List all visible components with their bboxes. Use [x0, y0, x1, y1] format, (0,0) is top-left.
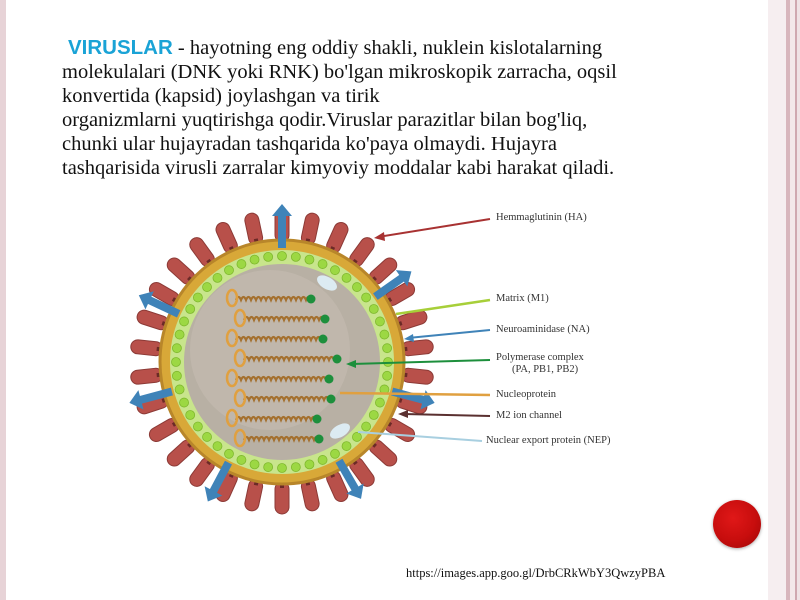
rna-segment: [235, 390, 336, 406]
envelope-inner-band: [170, 250, 394, 474]
nucleoprotein-loop: [235, 310, 245, 326]
ha-spike: [381, 415, 417, 444]
ha-spike-body: [244, 212, 264, 246]
red-circle-button[interactable]: [713, 500, 761, 548]
ha-spike-body: [164, 255, 197, 287]
matrix-protein-dot: [264, 252, 273, 261]
m2-channel-stalk: [336, 459, 361, 494]
matrix-protein-dot: [193, 293, 202, 302]
matrix-protein-dot: [237, 260, 246, 269]
ha-spike-body: [382, 280, 417, 308]
matrix-protein-dot: [291, 463, 300, 472]
ha-spike-body: [244, 478, 264, 512]
matrix-protein-dot: [213, 442, 222, 451]
na-protein-head: [272, 204, 292, 216]
na-protein: [272, 204, 292, 248]
ha-spike-body: [164, 437, 197, 469]
na-protein: [390, 382, 438, 413]
matrix-protein-dot: [175, 385, 184, 394]
label-polymerase-subunits: (PA, PB1, PB2): [512, 364, 579, 375]
ha-spike: [300, 476, 321, 512]
source-url: https://images.app.goo.gl/DrbCRkWbY3QwzyPBA: [406, 566, 666, 580]
label-leader-lines: [340, 219, 490, 441]
ha-spike-stem: [350, 456, 358, 465]
label-matrix: Matrix (M1): [496, 293, 549, 304]
nucleoprotein-loop: [227, 330, 237, 346]
na-protein-head: [420, 390, 437, 412]
na-protein-head: [135, 286, 154, 309]
ha-spike-body: [275, 210, 289, 242]
surface-proteins: [127, 204, 437, 506]
matrix-protein-dot: [172, 371, 181, 380]
ha-spike-body: [366, 437, 399, 469]
rna-coil: [236, 417, 316, 420]
matrix-protein-dot: [318, 260, 327, 269]
matrix-protein-dot: [186, 411, 195, 420]
nep-oval: [327, 420, 352, 441]
matrix-protein-dot: [186, 305, 195, 314]
matrix-protein-dot: [278, 464, 287, 473]
definition-paragraph: [62, 36, 712, 180]
ha-spike: [365, 255, 400, 288]
ha-spike: [135, 392, 172, 416]
ha-spike-body: [394, 392, 429, 415]
paragraph-line-2: molekulalari (DNK yoki RNK) bo'lgan mikroskopik zarracha, oqsil: [62, 61, 617, 83]
rna-segment: [235, 310, 330, 326]
matrix-protein-dot: [375, 398, 384, 407]
matrix-protein-dot: [362, 422, 371, 431]
label-neuraminidase: Neuroaminidase (NA): [496, 324, 590, 335]
leader-na: [408, 330, 490, 338]
ha-spike-stem: [394, 397, 403, 403]
ha-spike-stem: [305, 477, 311, 486]
na-protein-head: [396, 263, 417, 286]
rna-segment: [227, 410, 322, 426]
nucleoprotein-loop: [235, 430, 245, 446]
paragraph-line-6: tashqarisida virusli zarralar kimyoviy moddalar kabi harakat qiladi.: [62, 157, 615, 179]
ha-spike: [135, 308, 172, 332]
ha-spike: [130, 367, 165, 384]
ha-spike-stem: [162, 397, 171, 403]
matrix-protein-dot: [352, 432, 361, 441]
label-nep: Nuclear export protein (NEP): [486, 435, 611, 446]
rna-segment: [235, 350, 342, 366]
rna-coil: [244, 317, 324, 320]
ha-spike: [147, 415, 183, 444]
paragraph-line-1: [62, 36, 712, 60]
paragraph-line-5: chunki ular hujayradan tashqarida ko'paya olmaydi. Hujayra: [62, 133, 557, 155]
ha-spike: [346, 453, 377, 489]
ha-spike-stem: [187, 439, 196, 447]
rna-segment: [235, 430, 324, 446]
matrix-protein-dot: [318, 455, 327, 464]
paragraph-line-3: konvertida (kapsid) joylashgan va tirik: [62, 85, 380, 107]
na-protein: [370, 263, 418, 305]
matrix-protein-dot: [213, 273, 222, 282]
matrix-protein-dot: [380, 330, 389, 339]
ha-spike-stem: [368, 276, 377, 284]
polymerase-dot: [327, 395, 336, 404]
ha-spike-body: [135, 308, 170, 331]
ha-spike: [244, 212, 265, 248]
arrowhead-polymerase: [346, 360, 356, 368]
ha-spike-stem: [383, 419, 392, 426]
na-protein-head: [127, 390, 144, 412]
matrix-protein-dot: [331, 449, 340, 458]
ha-spike: [399, 367, 434, 384]
polymerase-dot: [321, 315, 330, 324]
matrix-protein-dot: [175, 330, 184, 339]
ha-spike-stem: [187, 276, 196, 284]
ha-spike-stem: [162, 321, 171, 327]
rna-coil: [236, 337, 321, 340]
ha-spike-stem: [383, 297, 392, 304]
matrix-protein-dot: [250, 255, 259, 264]
ha-spike: [244, 476, 265, 512]
ha-spike-stem: [328, 246, 335, 255]
ha-spike: [187, 453, 218, 489]
rna-coil: [244, 437, 319, 440]
na-protein-stalk: [391, 388, 428, 405]
matrix-protein-dot: [342, 273, 351, 282]
ha-spike-body: [147, 280, 182, 308]
ha-spike: [365, 436, 400, 469]
matrix-protein-dot: [369, 305, 378, 314]
matrix-protein-dot: [305, 255, 314, 264]
lipid-envelope: [160, 240, 404, 484]
ha-spike-body: [324, 220, 350, 255]
rna-coil: [236, 297, 311, 300]
term-viruslar: VIRUSLAR: [68, 36, 173, 59]
ha-spike: [392, 392, 429, 416]
ha-spike-body: [366, 255, 399, 287]
matrix-protein-dot: [375, 317, 384, 326]
na-protein-stalk: [208, 461, 232, 497]
ha-spike-body: [324, 469, 350, 504]
ha-spike-stem: [394, 321, 403, 327]
ha-spike-stem: [305, 238, 311, 247]
polymerase-dot: [325, 375, 334, 384]
leader-m1: [396, 300, 490, 314]
matrix-protein-dot: [180, 317, 189, 326]
m2-channel-head: [346, 483, 369, 503]
rna-segment: [227, 290, 316, 306]
leader-nep: [358, 432, 482, 441]
virus-core: [184, 264, 380, 460]
na-protein-stalk: [278, 212, 286, 248]
nep-oval: [314, 272, 339, 293]
na-protein-head: [199, 486, 222, 506]
ha-spike-body: [275, 482, 289, 514]
ha-spike-stem: [254, 238, 260, 247]
ha-spike-body: [135, 392, 170, 415]
matrix-protein-dot: [331, 266, 340, 275]
leader-ha: [378, 219, 490, 237]
ha-spike: [300, 212, 321, 248]
matrix-protein-dot: [383, 371, 392, 380]
ha-spike-body: [347, 235, 377, 269]
ha-spike-stem: [172, 297, 181, 304]
ha-spike-body: [130, 368, 163, 385]
rna-coil: [236, 377, 326, 380]
ha-spike-stem: [206, 456, 214, 465]
na-protein: [199, 458, 237, 506]
ha-spike-body: [347, 455, 377, 489]
ha-spike-body: [300, 212, 320, 246]
ha-spike-stem: [254, 477, 260, 486]
ha-spike-body: [214, 469, 240, 504]
nucleoprotein-loop: [227, 290, 237, 306]
spike-ring: [130, 210, 434, 514]
nucleoprotein-loop: [227, 410, 237, 426]
ha-spike: [214, 467, 241, 504]
matrix-protein-dot: [369, 411, 378, 420]
ha-spike: [187, 235, 218, 271]
ha-spike: [399, 339, 434, 356]
ha-spike-stem: [328, 469, 335, 478]
rna-coil: [244, 397, 329, 400]
ha-spike-body: [300, 478, 320, 512]
ha-spike: [214, 220, 241, 257]
matrix-protein-dot: [278, 252, 287, 261]
label-nucleoprotein: Nucleoprotein: [496, 389, 557, 400]
ha-spike: [164, 436, 199, 469]
ha-spike-body: [401, 339, 434, 356]
left-border: [0, 0, 6, 600]
polymerase-dot: [319, 335, 328, 344]
na-protein-stalk: [144, 295, 180, 317]
matrix-protein-dot: [172, 358, 181, 367]
ha-spike-body: [401, 368, 434, 385]
nucleoprotein-loop: [235, 390, 245, 406]
ha-spike: [164, 255, 199, 288]
matrix-protein-dot: [225, 449, 234, 458]
matrix-protein-dot: [305, 460, 314, 469]
ha-spike-stem: [280, 480, 284, 488]
polymerase-dot: [313, 415, 322, 424]
label-m2-channel: M2 ion channel: [496, 410, 562, 421]
ha-spike: [130, 339, 165, 356]
matrix-protein-dot: [180, 398, 189, 407]
ha-spike-stem: [229, 246, 236, 255]
matrix-protein-dot: [193, 422, 202, 431]
ha-spike-body: [394, 308, 429, 331]
arrowhead-ha: [374, 232, 385, 241]
ha-spike-stem: [156, 347, 164, 352]
ha-spike-stem: [368, 439, 377, 447]
matrix-protein-dot: [172, 344, 181, 353]
ha-spike-body: [214, 220, 240, 255]
matrix-protein-dot: [264, 463, 273, 472]
rna-segment: [227, 370, 334, 386]
ha-spike-body: [382, 416, 417, 444]
leader-nucleoprotein: [340, 393, 490, 395]
matrix-protein-dot: [203, 283, 212, 292]
na-protein-stalk: [373, 273, 407, 300]
rna-segment: [227, 330, 328, 346]
ha-spike-stem: [156, 372, 164, 377]
matrix-protein-dot: [352, 283, 361, 292]
right-border: [768, 0, 800, 600]
ha-spike-stem: [229, 469, 236, 478]
virus-core-shade: [190, 270, 350, 430]
ha-spike: [275, 210, 289, 244]
matrix-protein-dot: [383, 344, 392, 353]
ha-spike: [147, 280, 183, 309]
ha-spike-body: [130, 339, 163, 356]
rna-coil: [244, 357, 334, 360]
matrix-protein-dot: [291, 252, 300, 261]
nucleoprotein-loop: [227, 370, 237, 386]
leader-m2: [404, 414, 490, 416]
ha-spike: [275, 480, 289, 514]
ha-spike: [346, 235, 377, 271]
matrix-protein-dot: [225, 266, 234, 275]
matrix-protein-dot: [380, 385, 389, 394]
matrix-protein-dot: [250, 460, 259, 469]
nep-ovals: [314, 272, 352, 441]
matrix-protein-dot: [362, 293, 371, 302]
na-protein-stalk: [136, 388, 173, 405]
ha-spike-stem: [399, 347, 407, 352]
paragraph-line-4: organizmlarni yuqtirishga qodir.Viruslar parazitlar bilan bog'liq,: [62, 109, 588, 131]
na-protein: [127, 382, 175, 413]
ha-spike: [381, 280, 417, 309]
na-protein: [135, 286, 183, 323]
label-hemagglutinin: Hemmaglutinin (HA): [496, 212, 587, 223]
label-polymerase: Polymerase complex: [496, 352, 584, 363]
polymerase-dot: [307, 295, 316, 304]
ha-spike-body: [147, 416, 182, 444]
matrix-protein-dot: [237, 455, 246, 464]
ha-spike: [324, 220, 351, 257]
ha-spike-stem: [280, 236, 284, 244]
paragraph-text-1: - hayotning eng oddiy shakli, nuklein kislotalarning: [172, 37, 603, 59]
ha-spike-stem: [172, 419, 181, 426]
ha-spike-stem: [399, 372, 407, 377]
m2-channel: [330, 456, 369, 504]
arrowhead-m2: [398, 410, 408, 418]
ha-spike: [392, 308, 429, 332]
arrowhead-na: [404, 334, 414, 342]
matrix-protein-dot: [384, 358, 393, 367]
ha-spike: [324, 467, 351, 504]
polymerase-dot: [333, 355, 342, 364]
ha-spike-stem: [350, 259, 358, 268]
ha-spike-body: [187, 235, 217, 269]
matrix-protein-dot: [342, 442, 351, 451]
nucleoprotein-loop: [235, 350, 245, 366]
polymerase-dot: [315, 435, 324, 444]
ha-spike-stem: [206, 259, 214, 268]
matrix-dots: [172, 252, 393, 473]
rna-segments: [227, 290, 342, 446]
ha-spike-body: [187, 455, 217, 489]
matrix-protein-dot: [203, 432, 212, 441]
leader-polymerase: [352, 360, 490, 364]
